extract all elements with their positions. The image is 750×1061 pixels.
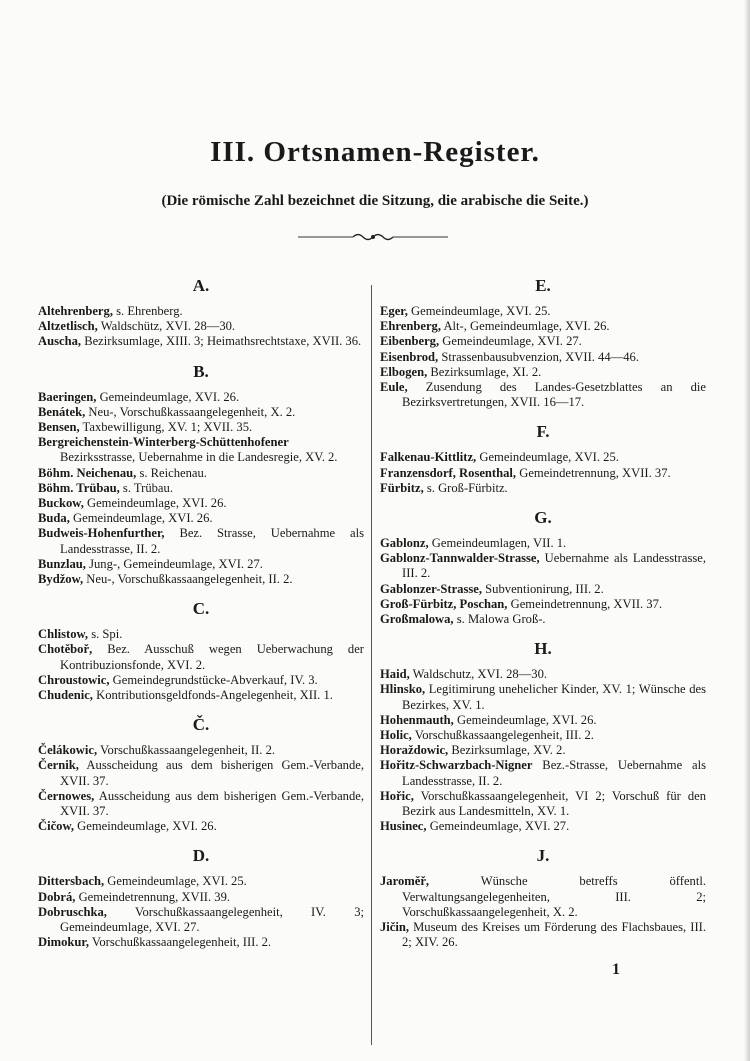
entry-references: Ausscheidung aus dem bisherigen Gem.-Verbande, XVII. 37. [60, 758, 364, 788]
place-name: Jaroměř, [380, 874, 430, 889]
index-entry [380, 304, 706, 319]
entry-references: Bezirksstrasse, Uebernahme in die Landesregie, XV. 2. [60, 450, 338, 465]
place-name: Altzetlisch, [38, 319, 98, 334]
entry-references: Alt-, Gemeindeumlage, XVI. 26. [441, 319, 610, 334]
entry-references: s. Malowa Groß-. [453, 612, 546, 627]
section-letter-heading: J. [536, 846, 550, 866]
entry-references: Bez. Strasse, Uebernahme als Landesstrasse, II. 2. [60, 526, 364, 556]
entry-references: Vorschußkassaangelegenheit, IV. 3; Gemeindeumlage, XVI. 27. [60, 904, 364, 935]
index-entry [38, 874, 364, 889]
index-entry [38, 319, 364, 334]
entry-references: Gemeindeumlage, XVI. 25. [407, 304, 551, 318]
index-entry [38, 758, 364, 788]
place-name: Böhm. Trübau, [38, 480, 120, 495]
place-name: Holic, [380, 728, 412, 743]
index-entry [38, 572, 364, 587]
place-name: Altehrenberg, [38, 304, 113, 318]
section-letter-heading: F. [536, 422, 550, 442]
section-letter-heading: E. [535, 276, 551, 295]
place-name: Bergreichenstein-Winterberg-Schüttenhofener [38, 435, 289, 450]
index-entry [38, 642, 364, 672]
index-entry [38, 304, 364, 319]
place-name: Buda, [38, 511, 70, 526]
place-name: Chotěboř, [38, 642, 93, 657]
entry-references: Zusendung des Landes-Gesetzblattes an die Bezirksvertretungen, XVII. 16—17. [402, 380, 706, 410]
place-name: Elbogen, [380, 364, 428, 379]
entry-references: Kontributionsgeldfonds-Angelegenheit, XII. 1. [92, 688, 333, 703]
place-name: Auscha, [38, 334, 82, 349]
index-section [380, 506, 706, 627]
place-name: Dobrá, [38, 889, 76, 904]
place-name: Eule, [380, 380, 408, 395]
index-entry [38, 511, 364, 526]
index-entry [38, 405, 364, 420]
index-section [38, 713, 364, 834]
index-entry [380, 350, 706, 365]
section-letter-heading: H. [534, 639, 552, 659]
index-section [38, 597, 364, 703]
entry-references: Waldschutz, XVI. 28—30. [409, 667, 548, 682]
entry-references: Gemeindetrennung, XVII. 39. [75, 889, 231, 904]
entry-references: Gemeindegrundstücke-Abverkauf, IV. 3. [109, 672, 318, 687]
place-name: Böhm. Neichenau, [38, 465, 137, 480]
entry-references: Vorschußkassaangelegenheit, II. 2. [97, 743, 276, 758]
place-name: Dittersbach, [38, 874, 105, 889]
index-entry [380, 682, 706, 712]
place-name: Gablonz-Tannwalder-Strasse, [380, 551, 540, 566]
index-section [38, 360, 364, 588]
ornament-divider-icon [298, 231, 448, 243]
index-entry [380, 582, 706, 597]
entry-references: Subventionirung, III. 2. [482, 581, 604, 596]
index-entry [380, 874, 706, 920]
index-entry [380, 612, 706, 627]
section-letter-heading: D. [192, 846, 210, 866]
index-entry [380, 728, 706, 743]
entry-references: s. Groß-Fürbitz. [423, 480, 508, 495]
index-entry [380, 334, 706, 349]
section-letter-heading: A. [192, 276, 210, 295]
entry-references: Gemeindeumlage, XVI. 26. [83, 496, 227, 511]
place-name: Dimokur, [38, 935, 89, 950]
index-entry [380, 481, 706, 496]
place-name: Čičow, [38, 819, 75, 834]
entry-references: Gemeindeumlage, XVI. 27. [426, 819, 570, 834]
entry-references: Jung-, Gemeindeumlage, XVI. 27. [85, 556, 263, 571]
index-entry [38, 688, 364, 703]
index-entry [380, 365, 706, 380]
place-name: Gablonz, [380, 536, 429, 551]
place-name: Eisenbrod, [380, 349, 439, 364]
place-name: Eger, [380, 304, 408, 318]
place-name: Franzensdorf, Rosenthal, [380, 465, 517, 480]
entry-references: Gemeindeumlage, XVI. 26. [453, 712, 597, 727]
index-entry [38, 743, 364, 758]
index-entry [38, 935, 364, 950]
entry-references: Bez. Ausschuß wegen Ueberwachung der Kontribuzionsfonde, XVI. 2. [60, 642, 364, 672]
entry-references: Taxbewilligung, XV. 1; XVII. 35. [79, 420, 253, 435]
entry-references: Bezirksumlage, XIII. 3; Heimathsrechtstaxe, XVII. 36. [81, 334, 362, 349]
index-section [380, 420, 706, 496]
index-entry [380, 920, 706, 950]
entry-references: Waldschütz, XVI. 28—30. [97, 319, 236, 334]
place-name: Chlistow, [38, 627, 89, 642]
place-name: Hlinsko, [380, 682, 426, 697]
index-entry [380, 667, 706, 682]
entry-references: s. Ehrenberg. [112, 304, 183, 318]
place-name: Groß-Fürbitz, Poschan, [380, 596, 508, 611]
index-entry [38, 819, 364, 834]
section-letter-heading: C. [192, 599, 210, 619]
index-section [38, 274, 364, 350]
entry-references: Ausscheidung aus dem bisherigen Gem.-Verbande, XVII. 37. [60, 788, 364, 819]
index-entry [380, 597, 706, 612]
page-number: 1 [612, 960, 620, 978]
entry-references: Strassenbausubvenzion, XVII. 44—46. [438, 349, 639, 364]
place-name: Baeringen, [38, 389, 97, 404]
index-entry [38, 435, 364, 465]
section-letter-heading: G. [534, 508, 552, 528]
place-name: Bydžow, [38, 572, 84, 587]
entry-references: s. Trübau. [119, 480, 173, 495]
section-letter-heading: Č. [192, 715, 210, 735]
index-entry [38, 390, 364, 405]
place-name: Dobruschka, [38, 904, 107, 919]
index-entry [380, 819, 706, 834]
index-section [38, 844, 364, 950]
index-entry [38, 627, 364, 642]
place-name: Gablonzer-Strasse, [380, 581, 483, 596]
entry-references: Legitimirung unehelicher Kinder, XV. 1; Wünsche des Bezirkes, XV. 1. [402, 682, 706, 712]
entry-references: Bez.-Strasse, Uebernahme als Landesstrasse, II. 2. [402, 758, 706, 788]
entry-references: s. Reichenau. [136, 465, 207, 480]
place-name: Bensen, [38, 420, 80, 435]
index-section [380, 844, 706, 950]
entry-references: Gemeindeumlage, XVI. 26. [96, 389, 240, 404]
page-subtitle: (Die römische Zahl bezeichnet die Sitzung, die arabische die Seite.) [161, 193, 589, 209]
index-entry [380, 789, 706, 819]
place-name: Hořitz-Schwarzbach-Nigner [380, 758, 533, 773]
left-column [38, 274, 364, 961]
index-entry [38, 890, 364, 905]
place-name: Čelákowic, [38, 743, 98, 758]
section-letter-heading: B. [193, 361, 209, 381]
index-entry [38, 557, 364, 572]
place-name: Hořic, [380, 788, 414, 803]
right-column [380, 274, 706, 979]
entry-references: Wünsche betreffs öffentl. Verwaltungsangelegenheiten, III. 2; Vorschußkassaangelegenheit, X. 2. [402, 874, 706, 919]
place-name: Fürbitz, [380, 480, 424, 495]
index-entry [380, 319, 706, 334]
place-name: Budweis-Hohenfurther, [38, 526, 165, 541]
place-name: Chroustowic, [38, 672, 110, 687]
entry-references: Gemeindeumlage, XVI. 25. [104, 874, 247, 889]
place-name: Benátek, [38, 404, 86, 419]
index-entry [38, 481, 364, 496]
entry-references: Gemeindetrennung, XVII. 37. [507, 596, 663, 611]
place-name: Černik, [38, 758, 79, 773]
index-section [380, 637, 706, 834]
place-name: Haid, [380, 667, 410, 682]
entry-references: s. Spi. [88, 627, 123, 642]
entry-references: Gemeindeumlage, XVI. 25. [476, 450, 619, 465]
place-name: Falkenau-Kittlitz, [380, 450, 477, 465]
entry-references: Vorschußkassaangelegenheit, VI 2; Vorschuß für den Bezirk aus Landesmitteln, XV. 1. [402, 788, 706, 819]
place-name: Černowes, [38, 788, 95, 803]
index-entry [380, 743, 706, 758]
index-entry [380, 450, 706, 465]
place-name: Bunzlau, [38, 556, 86, 571]
index-entry [380, 536, 706, 551]
place-name: Eibenberg, [380, 334, 440, 349]
entry-references: Museum des Kreises um Förderung des Flachsbaues, III. 2; XIV. 26. [402, 920, 706, 950]
index-entry [380, 551, 706, 581]
index-entry [38, 673, 364, 688]
place-name: Horaždowic, [380, 743, 449, 758]
entry-references: Gemeindeumlage, XVI. 26. [69, 511, 213, 526]
index-section [380, 274, 706, 410]
index-entry [380, 466, 706, 481]
index-entry [38, 496, 364, 511]
place-name: Jičin, [380, 920, 410, 935]
place-name: Chudenic, [38, 688, 93, 703]
page-title: III. Ortsnamen-Register. [210, 136, 540, 168]
index-entry [38, 466, 364, 481]
entry-references: Vorschußkassaangelegenheit, III. 2. [411, 728, 594, 743]
index-entry [38, 526, 364, 556]
entry-references: Bezirksumlage, XI. 2. [427, 364, 542, 379]
index-entry [38, 789, 364, 819]
index-entry [380, 758, 706, 788]
index-entry [380, 713, 706, 728]
place-name: Buckow, [38, 496, 84, 511]
index-entry [38, 334, 364, 349]
index-entry [38, 420, 364, 435]
entry-references: Neu-, Vorschußkassaangelegenheit, X. 2. [85, 404, 296, 419]
place-name: Großmalowa, [380, 612, 454, 627]
entry-references: Gemeindetrennung, XVII. 37. [516, 465, 671, 480]
index-entry [380, 380, 706, 410]
entry-references: Neu-, Vorschußkassaangelegenheit, II. 2. [83, 572, 293, 587]
entry-references: Vorschußkassaangelegenheit, III. 2. [88, 935, 272, 950]
place-name: Husinec, [380, 819, 427, 834]
index-entry [38, 905, 364, 935]
place-name: Ehrenberg, [380, 319, 441, 334]
column-divider [371, 285, 372, 1045]
entry-references: Gemeindeumlagen, VII. 1. [428, 536, 567, 551]
entry-references: Gemeindeumlage, XVI. 27. [439, 334, 582, 349]
entry-references: Uebernahme als Landesstrasse, III. 2. [402, 551, 706, 581]
entry-references: Gemeindeumlage, XVI. 26. [74, 819, 217, 834]
place-name: Hohenmauth, [380, 712, 454, 727]
entry-references: Bezirksumlage, XV. 2. [448, 743, 566, 758]
